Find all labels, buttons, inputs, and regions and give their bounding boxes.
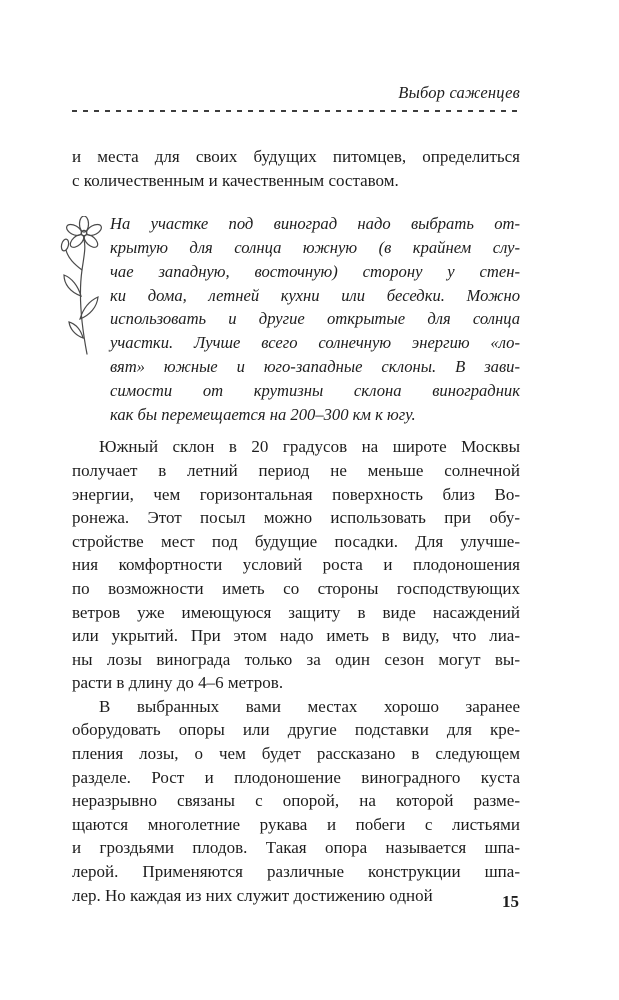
text-line: энергии, чем горизонтальная поверхность близ Во- (72, 484, 520, 504)
text-line: чае западную, восточную) сторону у стен- (110, 261, 520, 281)
flower-icon (55, 216, 111, 358)
text-line: пления лозы, о чем будет рассказано в следующем (72, 744, 520, 764)
text-line: использовать и другие открытые для солнца (110, 309, 520, 329)
text-line: неразрывно связаны с опорой, на которой разме- (72, 791, 520, 811)
page-number: 15 (502, 892, 519, 911)
paragraph-supports (72, 695, 520, 907)
text-line: щаются многолетние рукава и побеги с листьями (72, 814, 520, 834)
text-line: получает в летний период не меньше солнечной (72, 460, 520, 480)
body-text (72, 145, 520, 907)
text-line: с количественным и качественным составом. (72, 170, 399, 190)
text-line: ветров уже имеющуюся защиту в виде насаждений (72, 602, 520, 622)
text-line: разделе. Рост и плодоношение виноградного куста (72, 767, 520, 787)
text-line: стройстве мест под будущие посадки. Для улучше- (72, 531, 520, 551)
text-line: как бы перемещается на 200–300 км к югу. (110, 404, 416, 424)
flower-illustration (55, 216, 111, 358)
text-line: симости от крутизны склона виноградник (110, 380, 520, 400)
quote-text (110, 212, 520, 426)
text-line: и гроздьями плодов. Такая опора называется шпа- (72, 838, 520, 858)
text-line: или укрытий. При этом надо иметь в виду, что лиа- (72, 626, 520, 646)
text-line: В выбранных вами местах хорошо заранее (99, 696, 520, 716)
text-line: крытую для солнца южную (в крайнем слу- (110, 237, 520, 257)
text-line: вят» южные и юго-западные склоны. В зави- (110, 356, 520, 376)
text-line: ронежа. Этот посыл можно использовать при обу- (72, 508, 520, 528)
text-line: и места для своих будущих питомцев, определиться (72, 147, 520, 166)
text-line: лер. Но каждая из них служит достижению одной (72, 885, 433, 905)
text-line: оборудовать опоры или другие подставки для кре- (72, 720, 520, 740)
running-head: Выбор саженцев (398, 83, 520, 102)
text-line: На участке под виноград надо выбрать от- (110, 214, 520, 234)
dashed-rule (72, 110, 520, 112)
text-line: Южный склон в 20 градусов на широте Москвы (99, 437, 520, 457)
paragraph-intro (72, 145, 520, 192)
text-line: ния комфортности условий роста и плодоношения (72, 555, 520, 575)
text-line: по возможности иметь со стороны господствующих (72, 578, 520, 598)
quote-block (72, 212, 520, 426)
text-line: участки. Лучше всего солнечную энергию «ло- (110, 333, 520, 353)
text-line: ны лозы винограда только за один сезон могут вы- (72, 649, 520, 669)
text-line: лерой. Применяются различные конструкции шпа- (72, 862, 520, 882)
page-header (72, 84, 520, 112)
text-line: ки дома, летней кухни или беседки. Можно (110, 285, 520, 305)
text-line: расти в длину до 4–6 метров. (72, 673, 284, 693)
paragraph-south-slope (72, 435, 520, 695)
